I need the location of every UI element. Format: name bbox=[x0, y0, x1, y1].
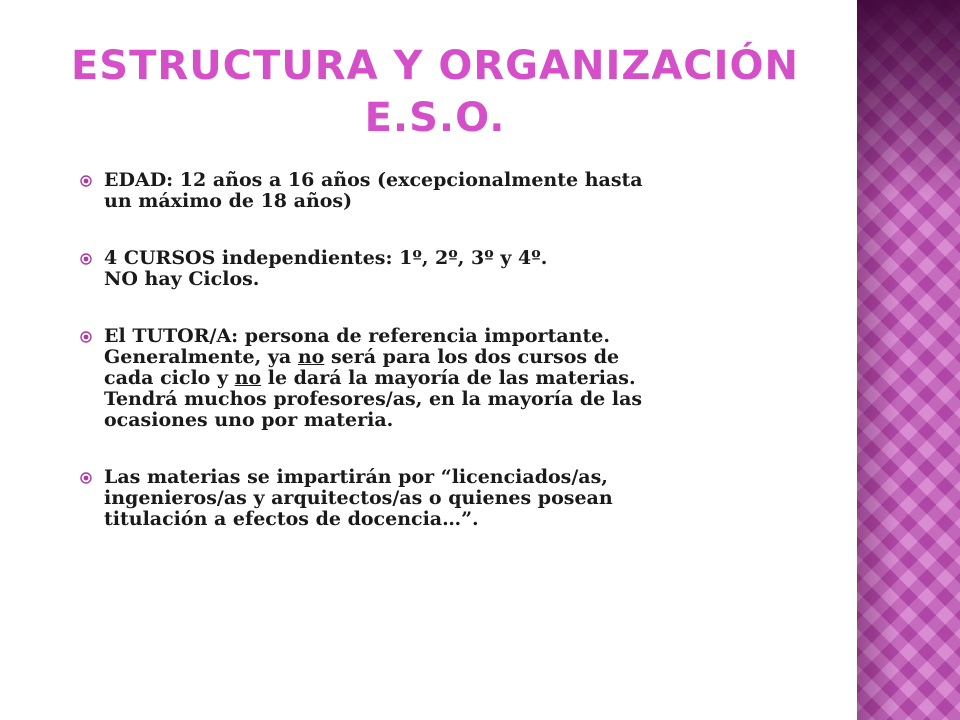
bullet-item-tutor bbox=[80, 326, 840, 431]
circle-bullet-icon bbox=[80, 472, 92, 484]
title-line-1: ESTRUCTURA Y ORGANIZACIÓN bbox=[70, 43, 800, 89]
circle-bullet-icon bbox=[80, 253, 92, 265]
tutor-text-part-2: será para los dos cursos de cada ciclo y bbox=[104, 346, 620, 389]
bullet-item-materias bbox=[80, 467, 840, 530]
bullet-text: 4 CURSOS independientes: 1º, 2º, 3º y 4º. NO hay Ciclos. bbox=[104, 247, 548, 290]
bullet-text bbox=[104, 326, 840, 431]
circle-bullet-icon bbox=[80, 331, 92, 343]
circle-bullet-icon bbox=[80, 175, 92, 187]
band-gradient bbox=[857, 0, 960, 200]
title-line-2: E.S.O. bbox=[364, 95, 506, 141]
underlined-no-1: no bbox=[297, 346, 325, 368]
tutor-text-part-3: le dará la mayoría de las materias. Tendrá muchos profesores/as, en la mayoría de las ocasiones uno por materia. bbox=[104, 367, 643, 431]
bullet-item-cursos bbox=[80, 248, 840, 290]
slide-title bbox=[40, 40, 830, 144]
bullet-text: EDAD: 12 años a 16 años (excepcionalmente hasta un máximo de 18 años) bbox=[104, 169, 643, 212]
bullet-list bbox=[80, 170, 840, 566]
underlined-no-2: no bbox=[234, 367, 262, 389]
decorative-side-band bbox=[857, 0, 960, 720]
tutor-text-part-1: El TUTOR/A: persona de referencia importante. Generalmente, ya bbox=[104, 325, 610, 368]
bullet-text: Las materias se impartirán por “licenciados/as, ingenieros/as y arquitectos/as o quienes posean titulación a efectos de docencia…”. bbox=[104, 466, 613, 530]
bullet-item-edad bbox=[80, 170, 840, 212]
